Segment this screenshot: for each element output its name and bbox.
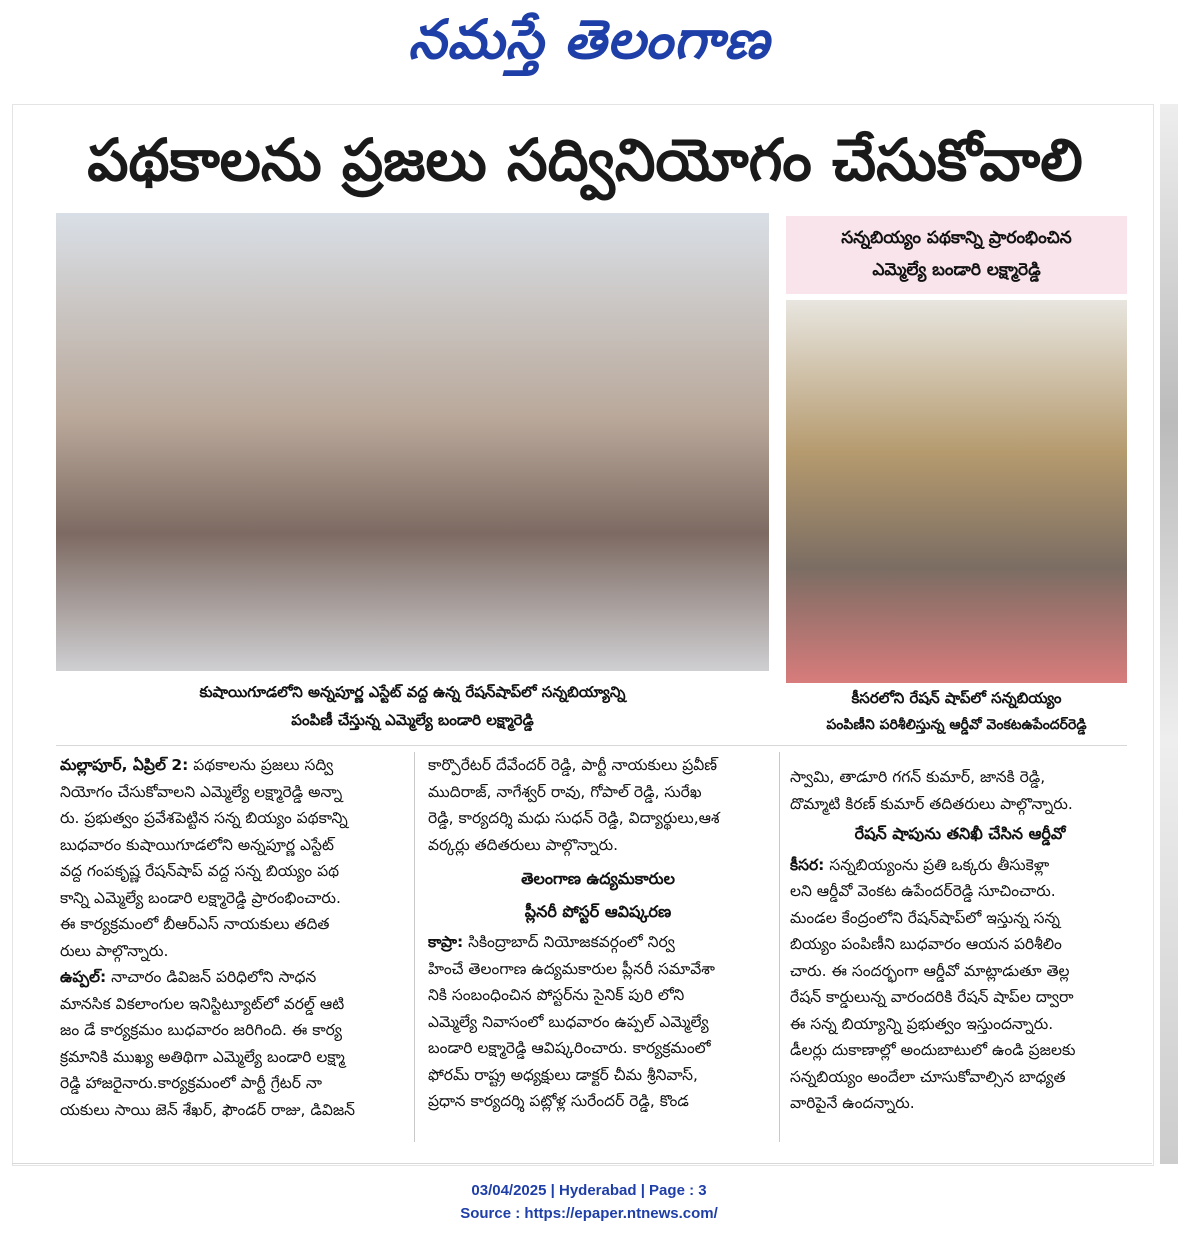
column-3	[790, 764, 1130, 1117]
col1-line: నియోగం చేసుకోవాలని ఎమ్మెల్యే లక్ష్మారెడ్డి అన్నా	[60, 782, 343, 801]
col2-line: నికి సంబంధించిన పోస్టర్‌ను సైనిక్ పురి లోని	[428, 986, 685, 1004]
main-photo	[56, 213, 769, 671]
col2-line: హించే తెలంగాణ ఉద్యమకారుల ప్లీనరీ సమావేశా	[428, 959, 715, 978]
col1-line: జం డే కార్యక్రమం బుధవారం జరిగింది. ఈ కార్య	[60, 1021, 342, 1039]
col3-line: చారు. ఈ సందర్భంగా ఆర్డీవో మాట్లాడుతూ తెల్ల	[790, 961, 1070, 980]
dateline-mallapur: మల్లాపూర్, ఏప్రిల్ 2:	[60, 756, 189, 774]
column-divider	[414, 752, 415, 1142]
col2-line: ముదిరాజ్, నాగేశ్వర్ రావు, గోపాల్ రెడ్డి, సురేఖ	[428, 782, 702, 801]
col2-line: కార్పొరేటర్ దేవేందర్ రెడ్డి, పార్టీ నాయకులు ప్రవీణ్	[428, 756, 718, 774]
side-photo-caption-line2: పంపిణీని పరిశీలిస్తున్న ఆర్డీవో వెంకటఉపేందర్‌రెడ్డి	[826, 717, 1087, 733]
col1-line: క్రమానికి ముఖ్య అతిథిగా ఎమ్మెల్యే బండారి లక్ష్మా	[60, 1047, 345, 1066]
col2-line: రెడ్డి, కార్యదర్శి మధు సుధన్ రెడ్డి, విద్యార్థులు,ఆశ	[428, 809, 720, 827]
column-2	[428, 752, 768, 1115]
masthead-title: నమస్తే తెలంగాణ	[408, 8, 770, 71]
col2-line: ప్రధాన కార్యదర్శి పట్లోళ్ల సురేందర్ రెడ్డి, కొండ	[428, 1092, 689, 1110]
dateline-kapra: కాప్రా:	[428, 933, 464, 951]
col3-line: రేషన్ కార్డులున్న వారందరికి రేషన్ షాప్‌ల ద్వారా	[790, 988, 1074, 1006]
column-top-rule	[56, 745, 1127, 746]
col3-line: లని ఆర్డీవో వెంకట ఉపేందర్‌రెడ్డి సూచించారు.	[790, 882, 1056, 900]
col3-line: సన్నబియ్యంను ప్రతి ఒక్కరు తీసుకెళ్లా	[829, 855, 1050, 874]
col3-line: సన్నబియ్యం అందేలా చూసుకోవాల్సిన బాధ్యత	[790, 1067, 1066, 1086]
masthead	[0, 0, 1178, 82]
col2-subhead-line2: ప్లీనరీ పోస్టర్ ఆవిష్కరణ	[524, 901, 672, 921]
col1-line: ఈ కార్యక్రమంలో బీఆర్ఎస్ నాయకులు తదిత	[60, 915, 330, 933]
col1-line: రు. ప్రభుత్వం ప్రవేశపెట్టిన సన్న బియ్యం పథకాన్ని	[60, 809, 348, 827]
col1-line: నాచారం డివిజన్ పరిధిలోని సాధన	[111, 968, 317, 986]
col3-line: దొమ్మాటి కిరణ్ కుమార్ తదితరులు పాల్గొన్నారు.	[790, 794, 1073, 813]
col1-line: వద్ద గంపకృష్ణ రేషన్‌షాప్ వద్ద సన్న బియ్యం పథ	[60, 862, 340, 880]
col2-line: బండారి లక్ష్మారెడ్డి ఆవిష్కరించారు. కార్యక్రమంలో	[428, 1039, 711, 1057]
side-photo-caption-line1: కీసరలోని రేషన్ షాప్‌లో సన్నబియ్యం	[851, 689, 1062, 707]
col3-line: స్వామి, తాడూరి గగన్ కుమార్, జానకి రెడ్డి,	[790, 768, 1046, 786]
bottom-rule	[12, 1163, 1152, 1164]
side-subhead-line1: సన్నబియ్యం పథకాన్ని ప్రారంభించిన	[841, 228, 1072, 248]
col2-subhead-line1: తెలంగాణ ఉద్యమకారుల	[521, 869, 675, 888]
col2-line: సికింద్రాబాద్ నియోజకవర్గంలో నిర్వ	[468, 933, 675, 951]
col1-line: పథకాలను ప్రజలు సద్వి	[193, 756, 334, 774]
col2-line: వర్కర్లు తదితరులు పాల్గొన్నారు.	[428, 835, 619, 854]
headline: పథకాలను ప్రజలు సద్వినియోగం చేసుకోవాలి	[87, 126, 1083, 194]
main-photo-caption-line1: కుషాయిగూడలోని అన్నపూర్ణ ఎస్టేట్ వద్ద ఉన్న రేషన్‌షాప్‌లో సన్నబియ్యాన్ని	[199, 683, 626, 701]
col1-line: మానసిక వికలాంగుల ఇనిస్టిట్యూట్‌లో వరల్డ్ ఆటి	[60, 994, 345, 1013]
col3-line: బియ్యం పంపిణీని బుధవారం ఆయన పరిశీలిం	[790, 935, 1062, 953]
footer-date-edition: 03/04/2025 | Hyderabad | Page : 3	[471, 1182, 707, 1199]
footer-source: Source : https://epaper.ntnews.com/	[460, 1205, 718, 1222]
column-1	[60, 752, 400, 1123]
dateline-keesara: కీసర:	[790, 855, 825, 874]
col1-line: బుధవారం కుషాయిగూడలోని అన్నపూర్ణ ఎస్టేట్	[60, 835, 334, 854]
dateline-uppal: ఉప్పల్:	[60, 968, 107, 986]
col1-line: యకులు సాయి జెన్ శేఖర్, ఫౌండర్ రాజు, డివిజన్	[60, 1100, 356, 1119]
side-subhead-line2: ఎమ్మెల్యే బండారి లక్ష్మారెడ్డి	[872, 260, 1041, 280]
col3-line: మండల కేంద్రంలోని రేషన్‌షాప్‌లో ఇస్తున్న సన్న	[790, 908, 1060, 927]
col3-line: డీలర్లు దుకాణాల్లో అందుబాటులో ఉండి ప్రజలకు	[790, 1041, 1076, 1059]
col2-line: ఫోరమ్ రాష్ట్ర అధ్యక్షులు డాక్టర్ చీమ శ్రీనివాస్,	[428, 1065, 698, 1084]
col2-line: ఎమ్మెల్యే నివాసంలో బుధవారం ఉప్పల్ ఎమ్మెల్యే	[428, 1012, 709, 1031]
side-photo	[786, 300, 1127, 683]
column-divider	[779, 752, 780, 1142]
col1-line: కాన్ని ఎమ్మెల్యే బండారి లక్ష్మారెడ్డి ప్రారంభించారు.	[60, 888, 341, 907]
adjacent-page-edge	[1160, 104, 1178, 1164]
main-photo-caption-line2: పంపిణీ చేస్తున్న ఎమ్మెల్యే బండారి లక్ష్మారెడ్డి	[291, 711, 534, 729]
col1-line: రెడ్డి హాజరైనారు.కార్యక్రమంలో పార్టీ గ్రేటర్ నా	[60, 1074, 322, 1092]
col1-line: రులు పాల్గొన్నారు.	[60, 941, 169, 960]
col3-line: వారిపైనే ఉందన్నారు.	[790, 1094, 915, 1112]
col3-line: ఈ సన్న బియ్యాన్ని ప్రభుత్వం ఇస్తుందన్నారు.	[790, 1014, 1054, 1033]
col3-subhead: రేషన్ షాపును తనిఖీ చేసిన ఆర్డీవో	[854, 824, 1066, 843]
